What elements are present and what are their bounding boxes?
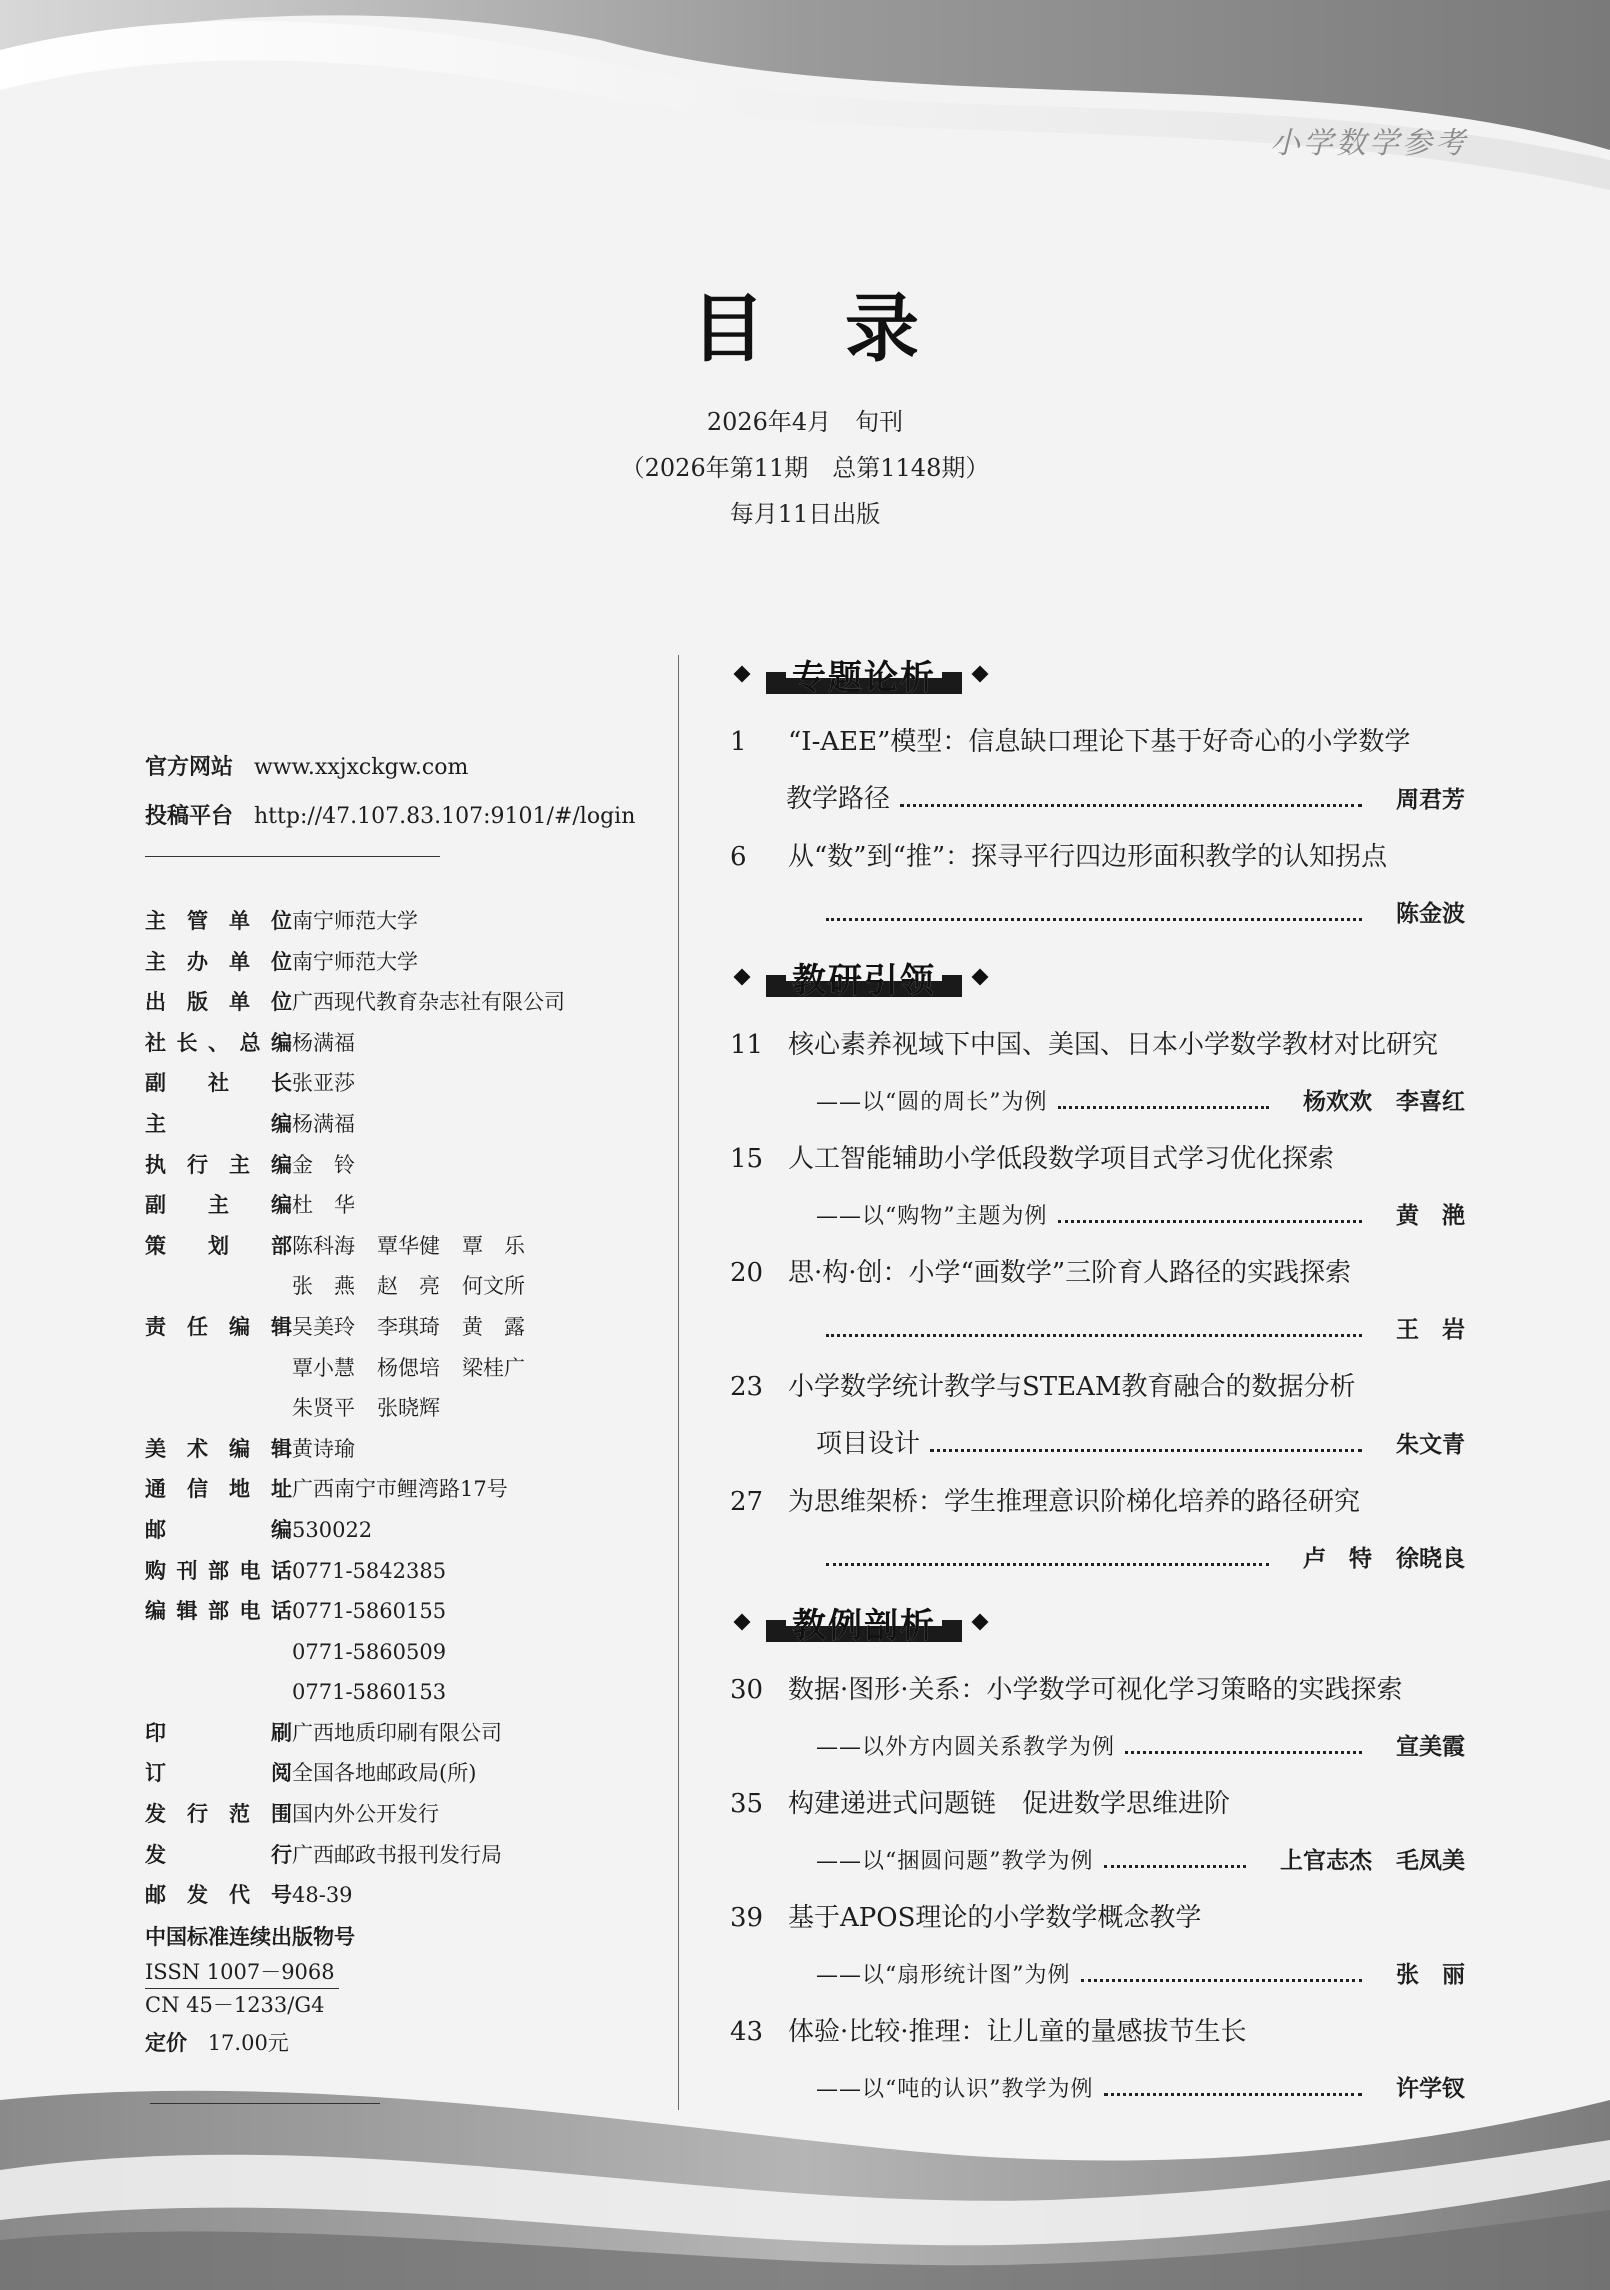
article-authors (1279, 1074, 1465, 1131)
masthead-label: 副主编 (145, 1193, 292, 1218)
masthead-row (145, 1591, 665, 1632)
toc-entry-byline (730, 886, 1465, 943)
masthead-column (145, 750, 665, 2065)
toc-entry-byline (730, 2061, 1465, 2118)
masthead-label: 社长、总编 (145, 1030, 292, 1055)
article-title: 基于APOS理论的小学数学概念教学 (788, 1903, 1202, 1933)
masthead-row (145, 1348, 665, 1389)
toc-entry[interactable] (730, 1776, 1465, 1890)
author-name: 卢 特 (1303, 1546, 1372, 1572)
masthead-value-item: 覃小慧 (292, 1355, 355, 1380)
masthead-row (145, 1388, 665, 1429)
masthead-value-item: 0771-5860153 (292, 1680, 447, 1705)
masthead-label: 发行 (145, 1842, 292, 1867)
article-subtitle: ——以“捆圆问题”教学为例 (816, 1849, 1094, 1874)
masthead-value (292, 1551, 665, 1592)
masthead-row (145, 1307, 665, 1348)
toc-entry[interactable] (730, 1662, 1465, 1776)
author-name: 黄 滟 (1396, 1203, 1465, 1229)
masthead-value-item: 黄诗瑜 (292, 1436, 355, 1461)
article-title: 体验·比较·推理：让儿童的量感拔节生长 (788, 2017, 1247, 2047)
toc-entry-byline (730, 1188, 1465, 1245)
masthead-row (145, 1794, 665, 1835)
masthead-value-item: 朱贤平 (292, 1396, 355, 1421)
page-number: 1 (730, 727, 747, 757)
toc-entry-byline (730, 771, 1465, 829)
section-title: 教例剖析 (766, 1598, 962, 1647)
section-header (730, 949, 1465, 1003)
masthead-value (292, 1266, 665, 1307)
masthead-row (145, 1226, 665, 1267)
masthead-value (292, 1063, 665, 1104)
article-subtitle: ——以外方内圆关系教学为例 (816, 1735, 1116, 1760)
masthead-value-item: 0771-5860509 (292, 1639, 447, 1664)
section-header (730, 1594, 1465, 1648)
toc-entry-title-line (730, 1890, 1465, 1947)
divider (150, 2103, 380, 2104)
masthead-value-item: 梁桂广 (462, 1355, 525, 1380)
page-number: 27 (730, 1487, 764, 1517)
masthead-row (145, 1469, 665, 1510)
masthead-value-item: 广西邮政书报刊发行局 (292, 1842, 502, 1867)
masthead-value (292, 1672, 665, 1713)
article-subtitle: ——以“购物”主题为例 (816, 1204, 1048, 1229)
article-subtitle: ——以“吨的认识”教学为例 (816, 2077, 1094, 2102)
masthead-value-item: 0771-5860155 (292, 1599, 447, 1624)
masthead-value-item: 广西现代教育杂志社有限公司 (292, 990, 565, 1015)
masthead-value-item: 杨偲培 (377, 1355, 440, 1380)
toc-entry-byline (730, 1833, 1465, 1890)
masthead-label: 主办单位 (145, 949, 292, 974)
toc-entry[interactable] (730, 1359, 1465, 1474)
masthead-label (145, 1632, 292, 1673)
leader-dots (930, 1448, 1362, 1452)
toc-entry-title-line (730, 1662, 1465, 1719)
masthead-label (145, 1348, 292, 1389)
article-title-continued: 教学路径 (786, 784, 891, 814)
site-row (145, 750, 665, 781)
article-authors (1256, 1833, 1465, 1890)
masthead-value-item: 48-39 (292, 1883, 353, 1908)
leader-dots (1104, 2092, 1363, 2096)
masthead-row (145, 1551, 665, 1592)
section-label (766, 650, 962, 696)
leader-dots (826, 917, 1362, 921)
toc-entry[interactable] (730, 1890, 1465, 2004)
masthead-row (145, 1023, 665, 1064)
masthead-value-item: 张 燕 (292, 1274, 355, 1299)
toc-entry-byline (730, 1074, 1465, 1131)
article-authors (1372, 886, 1465, 943)
issue-date: 2026年4月 旬刊 (706, 408, 904, 436)
toc-entry-byline (730, 1416, 1465, 1474)
masthead-row (145, 901, 665, 942)
toc-entry-title-line (730, 1776, 1465, 1833)
section-label (766, 953, 962, 999)
article-authors (1372, 1417, 1465, 1474)
page-number: 20 (730, 1258, 764, 1288)
masthead-value-item: 黄 露 (462, 1314, 525, 1339)
leader-dots (1058, 1219, 1363, 1223)
author-name: 毛凤美 (1396, 1848, 1465, 1874)
masthead-value-item: 张晓辉 (377, 1396, 440, 1421)
article-title: 思·构·创：小学“画数学”三阶育人路径的实践探索 (788, 1258, 1352, 1288)
masthead-row (145, 1429, 665, 1470)
author-name: 许学钗 (1396, 2076, 1465, 2102)
masthead-value (292, 1835, 665, 1876)
masthead-value (292, 1794, 665, 1835)
masthead-label: 通信地址 (145, 1477, 292, 1502)
toc-entry-title-line (730, 1131, 1465, 1188)
masthead-row (145, 1266, 665, 1307)
masthead-row (145, 1672, 665, 1713)
page-number: 23 (730, 1372, 764, 1402)
masthead-label: 邮发代号 (145, 1883, 292, 1908)
author-name: 宣美霞 (1396, 1734, 1465, 1760)
article-authors (1372, 2061, 1465, 2118)
toc-entry-title-line (730, 1245, 1465, 1302)
masthead-value-item: 覃 乐 (462, 1233, 525, 1258)
cn-number: CN 45－1233/G4 (145, 1992, 325, 2017)
masthead-label: 购刊部电话 (145, 1558, 292, 1583)
page-number: 15 (730, 1144, 764, 1174)
masthead-value-item: 杜 华 (292, 1193, 355, 1218)
masthead-value (292, 1429, 665, 1470)
author-name: 杨欢欢 (1303, 1089, 1372, 1115)
page-number: 11 (730, 1030, 764, 1060)
masthead-value-item: 0771-5842385 (292, 1558, 447, 1583)
divider (145, 856, 440, 857)
masthead-label: 订阅 (145, 1761, 292, 1786)
toc-entry-byline (730, 1947, 1465, 2004)
diamond-icon (972, 1614, 989, 1631)
diamond-icon (734, 969, 751, 986)
toc-entry-title-line (730, 714, 1465, 771)
leader-dots (1081, 1978, 1363, 1982)
article-title: 从“数”到“推”：探寻平行四边形面积教学的认知拐点 (788, 842, 1388, 872)
article-authors (1372, 1947, 1465, 2004)
author-name: 李喜红 (1396, 1089, 1465, 1115)
toc-entry-title-line (730, 829, 1465, 886)
masthead-label: 主编 (145, 1111, 292, 1136)
masthead-value (292, 1753, 665, 1794)
article-title: 数据·图形·关系：小学数学可视化学习策略的实践探索 (788, 1675, 1403, 1705)
masthead-value (292, 1510, 665, 1551)
masthead-value-item: 吴美玲 (292, 1314, 355, 1339)
toc-entry[interactable] (730, 1474, 1465, 1588)
masthead-value-item: 全国各地邮政局(所) (292, 1761, 477, 1786)
masthead-value (292, 1632, 665, 1673)
article-authors (1279, 1531, 1465, 1588)
site-row (145, 799, 665, 830)
page-title: 目录 (691, 286, 999, 372)
masthead-value-item: 广西南宁市鲤湾路17号 (292, 1477, 508, 1502)
masthead-label: 美术编辑 (145, 1436, 292, 1461)
toc-entry-title-line (730, 2004, 1465, 2061)
masthead-value (292, 982, 665, 1023)
leader-dots (826, 1333, 1362, 1337)
masthead-value (292, 942, 665, 983)
masthead-label (145, 1388, 292, 1429)
article-title: “I-AEE”模型：信息缺口理论下基于好奇心的小学数学 (788, 727, 1411, 757)
running-head: 小学数学参考 (1270, 126, 1468, 161)
toc-entry-byline (730, 1719, 1465, 1776)
issn: ISSN 1007－9068 (145, 1956, 339, 1989)
article-authors (1372, 1719, 1465, 1776)
toc-entry-byline (730, 1302, 1465, 1359)
masthead-value (292, 1023, 665, 1064)
toc-entry[interactable] (730, 2004, 1465, 2118)
article-authors (1372, 1188, 1465, 1245)
masthead-row (145, 1875, 665, 1916)
masthead-row (145, 1510, 665, 1551)
page-number: 39 (730, 1903, 764, 1933)
article-subtitle: ——以“扇形统计图”为例 (816, 1963, 1071, 1988)
article-authors (1372, 1302, 1465, 1359)
site-label: 官方网站 (145, 755, 234, 780)
leader-dots (900, 803, 1362, 807)
masthead-value-item: 南宁师范大学 (292, 909, 418, 933)
masthead-value-item: 陈科海 (292, 1233, 355, 1258)
column-divider (678, 655, 679, 2110)
masthead-value-item: 赵 亮 (377, 1274, 440, 1299)
masthead-value-item: 南宁师范大学 (292, 949, 418, 974)
masthead-value (292, 1145, 665, 1186)
author-name: 周君芳 (1396, 787, 1465, 813)
toc-entry-title-line (730, 1474, 1465, 1531)
table-of-contents (730, 640, 1465, 2118)
author-name: 张 丽 (1396, 1962, 1465, 1988)
section-title: 专题论析 (766, 650, 962, 699)
masthead-row (145, 1063, 665, 1104)
leader-dots (1104, 1864, 1247, 1868)
masthead-value-item: 张亚莎 (292, 1071, 355, 1096)
author-name: 朱文青 (1396, 1432, 1465, 1458)
serial-number-title: 中国标准连续出版物号 (145, 1924, 355, 1949)
masthead-value (292, 1875, 665, 1916)
toc-entry-title-line (730, 1359, 1465, 1416)
masthead-label: 副社长 (145, 1071, 292, 1096)
masthead-label: 编辑部电话 (145, 1599, 292, 1624)
publish-day: 每月11日出版 (729, 500, 881, 528)
toc-entry[interactable] (730, 1017, 1465, 1131)
masthead-row (145, 1835, 665, 1876)
article-title: 人工智能辅助小学低段数学项目式学习优化探索 (788, 1144, 1335, 1174)
masthead-info (145, 901, 665, 1916)
masthead-row (145, 942, 665, 983)
article-title: 构建递进式问题链 促进数学思维进阶 (788, 1789, 1231, 1819)
masthead-value-item: 国内外公开发行 (292, 1802, 439, 1827)
article-title: 为思维架桥：学生推理意识阶梯化培养的路径研究 (788, 1487, 1361, 1517)
masthead-row (145, 1185, 665, 1226)
top-wave-decoration (0, 0, 1610, 200)
section-header (730, 646, 1465, 700)
leader-dots (826, 1562, 1269, 1566)
page-number: 43 (730, 2017, 764, 2047)
masthead-label: 出版单位 (145, 990, 292, 1015)
masthead-value-item: 覃华健 (377, 1233, 440, 1258)
masthead-value-item: 530022 (292, 1517, 373, 1542)
masthead-row (145, 1145, 665, 1186)
page-number: 6 (730, 842, 747, 872)
masthead-value (292, 1713, 665, 1754)
masthead-label: 主管单位 (145, 909, 292, 933)
masthead-value-item: 杨满福 (292, 1111, 355, 1136)
page-number: 30 (730, 1675, 764, 1705)
page-number: 35 (730, 1789, 764, 1819)
masthead-label: 策划部 (145, 1233, 292, 1258)
masthead-value-item: 何文所 (462, 1274, 525, 1299)
article-title-continued: 项目设计 (816, 1429, 921, 1459)
leader-dots (1125, 1750, 1362, 1754)
price-value: 17.00元 (207, 2030, 289, 2055)
toc-entry[interactable] (730, 1245, 1465, 1359)
diamond-icon (972, 969, 989, 986)
masthead-value (292, 1469, 665, 1510)
toc-entry[interactable] (730, 829, 1465, 943)
article-authors (1372, 772, 1465, 829)
masthead-value (292, 1185, 665, 1226)
masthead-label (145, 1266, 292, 1307)
masthead-label (145, 1672, 292, 1713)
author-name: 王 岩 (1396, 1317, 1465, 1343)
section-label (766, 1598, 962, 1644)
masthead-label: 发行范围 (145, 1802, 292, 1827)
diamond-icon (972, 666, 989, 683)
masthead-value (292, 1591, 665, 1632)
article-subtitle: ——以“圆的周长”为例 (816, 1090, 1048, 1115)
masthead-value-item: 金 铃 (292, 1152, 355, 1177)
price-row (145, 2021, 665, 2065)
masthead-value-item: 广西地质印刷有限公司 (292, 1720, 502, 1745)
toc-entry[interactable] (730, 714, 1465, 829)
toc-entry[interactable] (730, 1131, 1465, 1245)
masthead-value (292, 901, 665, 942)
masthead-value-item: 杨满福 (292, 1030, 355, 1055)
leader-dots (1058, 1105, 1270, 1109)
masthead-row (145, 1713, 665, 1754)
diamond-icon (734, 1614, 751, 1631)
masthead-value (292, 1307, 665, 1348)
masthead-label: 责任编辑 (145, 1314, 292, 1339)
masthead-label: 执行主编 (145, 1152, 292, 1177)
masthead-label: 印刷 (145, 1720, 292, 1745)
diamond-icon (734, 666, 751, 683)
masthead-value (292, 1388, 665, 1429)
masthead-row (145, 1753, 665, 1794)
toc-entry-byline (730, 1531, 1465, 1588)
masthead-value (292, 1348, 665, 1389)
price-label: 定价 (145, 2030, 187, 2055)
author-name: 徐晓良 (1396, 1546, 1465, 1572)
masthead-value (292, 1226, 665, 1267)
masthead-value-item: 李琪琦 (377, 1314, 440, 1339)
masthead-row (145, 1104, 665, 1145)
masthead-value (292, 1104, 665, 1145)
author-name: 陈金波 (1396, 901, 1465, 927)
article-title: 小学数学统计教学与STEAM教育融合的数据分析 (788, 1372, 1356, 1402)
author-name: 上官志杰 (1280, 1848, 1372, 1874)
masthead-row (145, 1632, 665, 1673)
official-website-link[interactable]: www.xxjxckgw.com (254, 755, 469, 780)
submission-platform-link[interactable]: http://47.107.83.107:9101/#/login (254, 804, 636, 829)
article-title: 核心素养视域下中国、美国、日本小学数学教材对比研究 (788, 1030, 1439, 1060)
issue-number: （2026年第11期 总第1148期） (620, 454, 990, 482)
section-title: 教研引领 (766, 953, 962, 1002)
site-label: 投稿平台 (145, 804, 234, 829)
masthead-row (145, 982, 665, 1023)
toc-entry-title-line (730, 1017, 1465, 1074)
masthead-label: 邮编 (145, 1517, 292, 1542)
